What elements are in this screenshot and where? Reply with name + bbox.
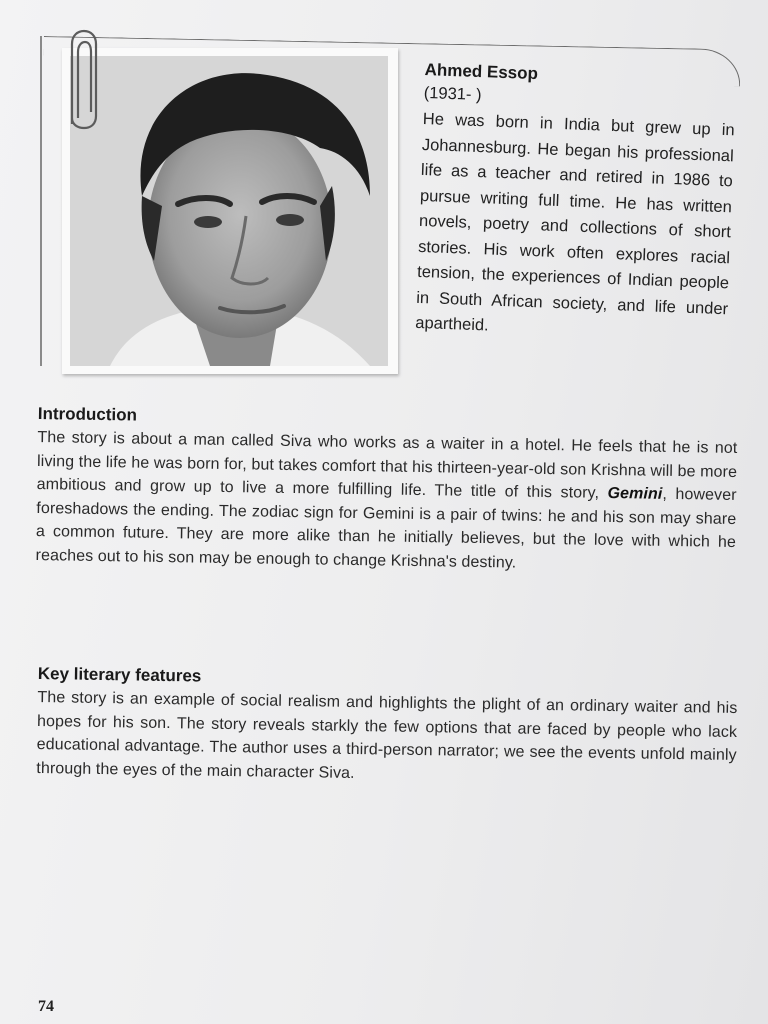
introduction-section [35, 404, 737, 578]
key-features-text: The story is an example of social realism and highlights the plight of an ordinary waiter and his hopes for his son. The story reveals starkly the few options that are faced by people who lack educational advantage. The author uses a third-person narrator; we see the events unfold mainly through the eyes of the main character Siva. [36, 688, 738, 782]
bio-frame-left-border [40, 36, 42, 366]
introduction-text-start: The story is about a man called Siva who works as a waiter in a hotel. He feels that he is not living the life he was born for, but takes comfort that his thirteen-year-old son Krishna will be more ambitious and grow up to live a more fulfilling life. The title of this story, [36, 428, 738, 502]
author-photo [70, 56, 388, 366]
key-features-heading: Key literary features [37, 664, 202, 686]
page-number: 74 [38, 998, 54, 1015]
paper-clip-icon [64, 28, 100, 132]
author-portrait-image [70, 56, 388, 366]
story-title: Gemini [607, 484, 663, 503]
author-photo-frame [62, 48, 398, 374]
author-bio [415, 60, 737, 348]
author-bio-text: He was born in India but grew up in Johannesburg. He began his professional life as a teacher and retired in 1986 to pursue writing full time. He has written novels, poetry and collections of short stories. His work often explores racial tension, the experiences of Indian people in South African society, and life under apartheid. [415, 109, 735, 335]
author-name: Ahmed Essop [424, 60, 539, 84]
author-years: (1931- ) [423, 83, 482, 105]
introduction-heading: Introduction [37, 404, 138, 425]
introduction-text-end: , however foreshadows the ending. The zodiac sign for Gemini is a pair of twins: he and his son may share a common future. They are more alike than he initially believes, but the love with which he reaches out to his son may be enough to change Krishna's destiny. [35, 485, 737, 572]
key-features-section [36, 664, 738, 791]
introduction-text [35, 426, 737, 578]
